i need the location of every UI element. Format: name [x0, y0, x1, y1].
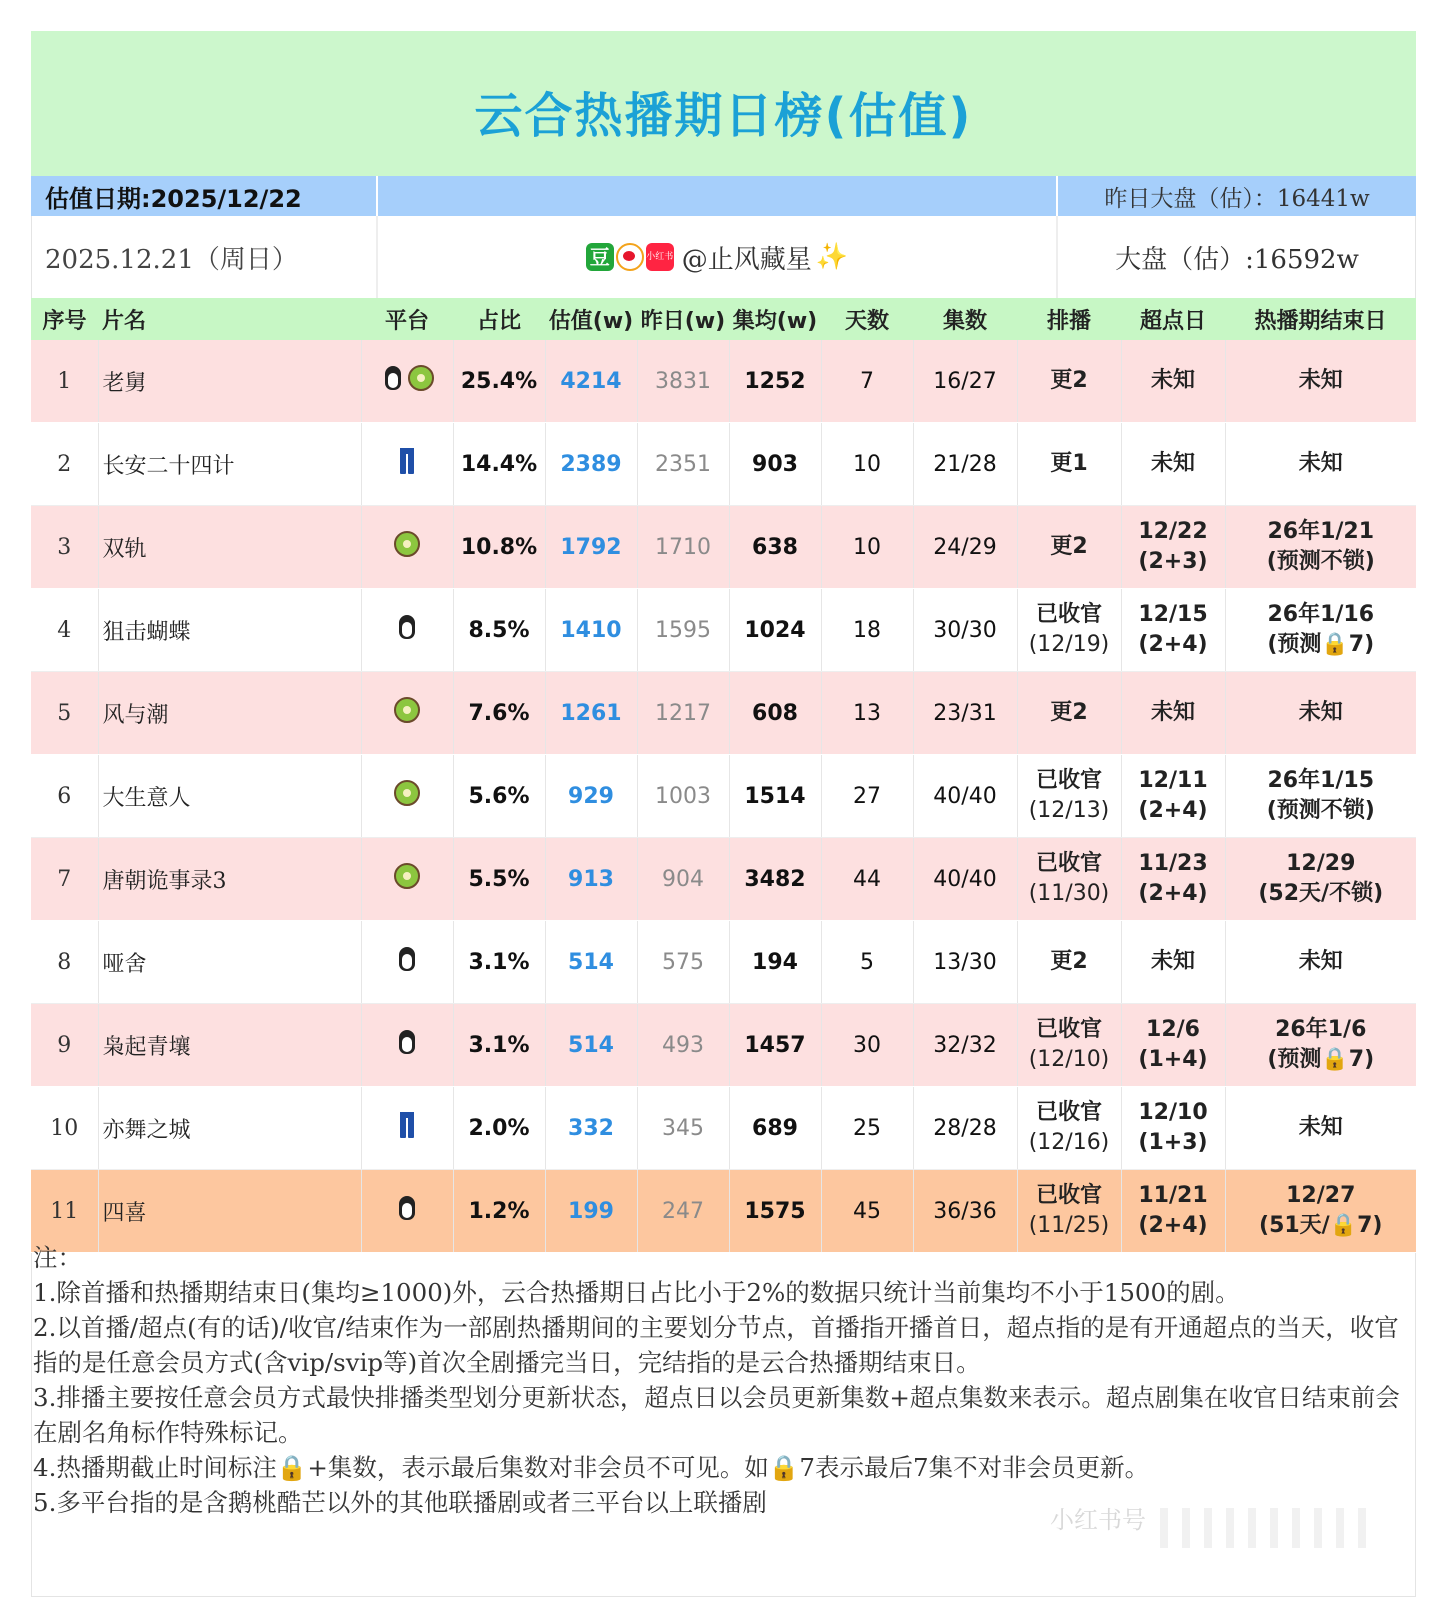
yesterday-cell: 1710: [637, 506, 729, 589]
average-cell: 608: [729, 672, 821, 755]
estimate-cell: 913: [545, 838, 637, 921]
peak-day-cell-line1: 未知: [1150, 949, 1195, 974]
column-header: 排播: [1017, 298, 1121, 340]
platform-cell: [361, 755, 453, 838]
end-date-cell-line2: (预测不锁): [1266, 798, 1375, 823]
title-cell: 老舅: [98, 340, 361, 423]
peak-day-cell-line1: 11/21: [1138, 1183, 1208, 1208]
table-row: [31, 1087, 1416, 1170]
peak-day-cell-line2: (2+4): [1138, 632, 1208, 657]
end-date-cell: [1225, 1087, 1416, 1170]
table-row: [31, 838, 1416, 921]
end-date-cell-line2: (预测🔒7): [1267, 1047, 1375, 1072]
peak-day-cell: [1121, 672, 1225, 755]
peak-day-cell-line1: 12/10: [1138, 1100, 1208, 1125]
platform-icons: [400, 448, 414, 474]
share-cell: 5.5%: [453, 838, 545, 921]
platform-cell: [361, 672, 453, 755]
yesterday-cell: 493: [637, 1004, 729, 1087]
peak-day-cell-line2: (2+4): [1138, 881, 1208, 906]
end-date-cell: [1225, 340, 1416, 423]
schedule-cell-line1: 已收官: [1035, 851, 1102, 876]
average-cell: 194: [729, 921, 821, 1004]
days-cell: 18: [821, 589, 913, 672]
share-cell: 3.1%: [453, 921, 545, 1004]
column-header: 序号: [31, 298, 98, 340]
kiwi-icon: [408, 365, 434, 391]
peak-day-cell-line2: (2+3): [1138, 549, 1208, 574]
page-title: 云合热播期日榜(估值): [474, 88, 973, 144]
peak-day-cell: [1121, 340, 1225, 423]
title-cell: 枭起青壤: [98, 1004, 361, 1087]
peak-day-cell: [1121, 921, 1225, 1004]
schedule-cell: [1017, 838, 1121, 921]
table-row: [31, 755, 1416, 838]
schedule-cell: [1017, 423, 1121, 506]
days-cell: 5: [821, 921, 913, 1004]
yesterday-cell: 904: [637, 838, 729, 921]
estimate-date: 估值日期:2025/12/22: [31, 176, 376, 216]
peak-day-cell-line1: 11/23: [1138, 851, 1208, 876]
peak-day-cell-line1: 未知: [1150, 368, 1195, 393]
end-date-cell: [1225, 589, 1416, 672]
schedule-cell: [1017, 921, 1121, 1004]
peak-day-cell: [1121, 589, 1225, 672]
title-cell: 长安二十四计: [98, 423, 361, 506]
average-cell: 1514: [729, 755, 821, 838]
yesterday-cell: 345: [637, 1087, 729, 1170]
note-item: 3.排播主要按任意会员方式最快排播类型划分更新状态，超点日以会员更新集数+超点集数来表示。超点剧集在收官日结束前会在剧名角标作特殊标记。: [33, 1383, 1400, 1447]
platform-icons: [394, 946, 420, 972]
platform-cell: [361, 340, 453, 423]
ranking-table: [31, 298, 1416, 1253]
schedule-cell: [1017, 506, 1121, 589]
share-cell: 1.2%: [453, 1170, 545, 1253]
rank-cell: 7: [31, 838, 98, 921]
schedule-cell-line1: 更2: [1050, 534, 1088, 559]
average-cell: 1457: [729, 1004, 821, 1087]
market-total: 大盘（估）:16592w: [1056, 216, 1416, 298]
estimate-cell: 1261: [545, 672, 637, 755]
yesterday-cell: 3831: [637, 340, 729, 423]
schedule-cell-line2: (11/25): [1028, 1213, 1110, 1238]
days-cell: 13: [821, 672, 913, 755]
end-date-cell: [1225, 423, 1416, 506]
schedule-cell-line1: 已收官: [1035, 602, 1102, 627]
title-cell: 亦舞之城: [98, 1087, 361, 1170]
share-cell: 10.8%: [453, 506, 545, 589]
schedule-cell: [1017, 340, 1121, 423]
kiwi-icon: [394, 531, 420, 557]
weibo-icon: [616, 243, 644, 271]
rank-cell: 4: [31, 589, 98, 672]
rank-cell: 5: [31, 672, 98, 755]
share-cell: 8.5%: [453, 589, 545, 672]
days-cell: 45: [821, 1170, 913, 1253]
end-date-cell-line1: 26年1/16: [1267, 602, 1375, 627]
episodes-cell: 40/40: [913, 838, 1017, 921]
info-row-date: [31, 216, 1416, 298]
rank-cell: 3: [31, 506, 98, 589]
share-cell: 2.0%: [453, 1087, 545, 1170]
rank-cell: 10: [31, 1087, 98, 1170]
table-row: [31, 340, 1416, 423]
end-date-cell-line2: (预测🔒7): [1267, 632, 1375, 657]
days-cell: 7: [821, 340, 913, 423]
schedule-cell-line2: (11/30): [1028, 881, 1110, 906]
schedule-cell-line2: (12/16): [1028, 1130, 1110, 1155]
rank-cell: 8: [31, 921, 98, 1004]
title-cell: 大生意人: [98, 755, 361, 838]
end-date-cell-line1: 未知: [1298, 949, 1343, 974]
platform-icons: [394, 863, 420, 889]
share-cell: 14.4%: [453, 423, 545, 506]
note-item: 2.以首播/超点(有的话)/收官/结束作为一部剧热播期间的主要划分节点，首播指开播首日，超点指的是有开通超点的当天，收官指的是任意会员方式(含vip/svip等)首次全剧播完当日，完结指的是云合热播期结束日。: [33, 1313, 1399, 1377]
estimate-cell: 1792: [545, 506, 637, 589]
end-date-cell-line2: (预测不锁): [1266, 549, 1375, 574]
schedule-cell-line2: (12/19): [1028, 632, 1110, 657]
info-row-estimate: [31, 176, 1416, 216]
table-row: [31, 1004, 1416, 1087]
schedule-cell-line1: 更1: [1050, 451, 1088, 476]
end-date-cell-line1: 12/27: [1286, 1183, 1356, 1208]
report-date: 2025.12.21（周日）: [45, 244, 298, 275]
kiwi-icon: [394, 780, 420, 806]
table-row: [31, 423, 1416, 506]
peak-day-cell-line1: 12/15: [1138, 602, 1208, 627]
notes-heading: 注：: [33, 1243, 82, 1272]
author-credit: [376, 216, 1056, 298]
average-cell: 903: [729, 423, 821, 506]
title-cell: 唐朝诡事录3: [98, 838, 361, 921]
end-date-cell: [1225, 1004, 1416, 1087]
platform-icons: [394, 780, 420, 806]
end-date-cell-line1: 12/29: [1286, 851, 1356, 876]
column-header: 平台: [361, 298, 453, 340]
episodes-cell: 28/28: [913, 1087, 1017, 1170]
peak-day-cell: [1121, 423, 1225, 506]
average-cell: 1252: [729, 340, 821, 423]
column-header: 占比: [453, 298, 545, 340]
estimate-cell: 4214: [545, 340, 637, 423]
jeans-icon: [400, 1112, 414, 1138]
title-cell: 风与潮: [98, 672, 361, 755]
platform-cell: [361, 506, 453, 589]
peak-day-cell-line1: 12/11: [1138, 768, 1208, 793]
column-header: 集均(w): [729, 298, 821, 340]
days-cell: 10: [821, 506, 913, 589]
platform-cell: [361, 921, 453, 1004]
estimate-cell: 514: [545, 1004, 637, 1087]
platform-cell: [361, 1004, 453, 1087]
title-cell: 狙击蝴蝶: [98, 589, 361, 672]
penguin-icon: [380, 365, 406, 391]
episodes-cell: 23/31: [913, 672, 1017, 755]
watermark-decoration: [1160, 1508, 1380, 1548]
title-cell: 双轨: [98, 506, 361, 589]
platform-cell: [361, 1087, 453, 1170]
schedule-cell-line2: (12/13): [1028, 798, 1110, 823]
average-cell: 638: [729, 506, 821, 589]
jeans-icon: [400, 448, 414, 474]
table-row: [31, 672, 1416, 755]
column-header: 集数: [913, 298, 1017, 340]
note-item: 1.除首播和热播期结束日(集均≥1000)外，云合热播期日占比小于2%的数据只统计当前集均不小于1500的剧。: [33, 1278, 1240, 1307]
end-date-cell-line1: 未知: [1298, 368, 1343, 393]
penguin-icon: [394, 1195, 420, 1221]
schedule-cell: [1017, 672, 1121, 755]
schedule-cell-line1: 已收官: [1035, 1100, 1102, 1125]
sparkle-icon: ✨: [815, 242, 849, 272]
platform-cell: [361, 589, 453, 672]
rank-cell: 11: [31, 1170, 98, 1253]
schedule-cell-line1: 更2: [1050, 949, 1088, 974]
end-date-cell-line1: 26年1/21: [1267, 519, 1375, 544]
days-cell: 25: [821, 1087, 913, 1170]
yesterday-cell: 247: [637, 1170, 729, 1253]
estimate-cell: 929: [545, 755, 637, 838]
end-date-cell-line1: 26年1/15: [1267, 768, 1375, 793]
end-date-cell: [1225, 506, 1416, 589]
schedule-cell: [1017, 589, 1121, 672]
end-date-cell-line1: 26年1/6: [1275, 1017, 1367, 1042]
share-cell: 5.6%: [453, 755, 545, 838]
end-date-cell: [1225, 838, 1416, 921]
schedule-cell: [1017, 755, 1121, 838]
table-header-row: [31, 298, 1416, 340]
peak-day-cell-line1: 12/6: [1146, 1017, 1200, 1042]
schedule-cell: [1017, 1004, 1121, 1087]
average-cell: 3482: [729, 838, 821, 921]
yesterday-cell: 1595: [637, 589, 729, 672]
column-header: 昨日(w): [637, 298, 729, 340]
end-date-cell-line1: 未知: [1298, 1115, 1343, 1140]
estimate-cell: 1410: [545, 589, 637, 672]
table-row: [31, 506, 1416, 589]
column-header: 超点日: [1121, 298, 1225, 340]
peak-day-cell: [1121, 506, 1225, 589]
estimate-cell: 332: [545, 1087, 637, 1170]
episodes-cell: 40/40: [913, 755, 1017, 838]
average-cell: 1575: [729, 1170, 821, 1253]
schedule-cell-line1: 更2: [1050, 700, 1088, 725]
column-header: 片名: [98, 298, 361, 340]
episodes-cell: 13/30: [913, 921, 1017, 1004]
platform-icons: [394, 614, 420, 640]
peak-day-cell: [1121, 755, 1225, 838]
column-header: 估值(w): [545, 298, 637, 340]
table-row: [31, 589, 1416, 672]
end-date-cell: [1225, 755, 1416, 838]
episodes-cell: 32/32: [913, 1004, 1017, 1087]
peak-day-cell: [1121, 1004, 1225, 1087]
platform-icons: [394, 1029, 420, 1055]
peak-day-cell-line1: 未知: [1150, 451, 1195, 476]
platform-icons: [394, 697, 420, 723]
author-name: @止风藏星: [681, 244, 812, 275]
rank-cell: 2: [31, 423, 98, 506]
rank-cell: 6: [31, 755, 98, 838]
estimate-cell: 199: [545, 1170, 637, 1253]
end-date-cell-line2: (51天/🔒7): [1259, 1213, 1383, 1238]
episodes-cell: 36/36: [913, 1170, 1017, 1253]
peak-day-cell-line1: 未知: [1150, 700, 1195, 725]
platform-icons: [400, 1112, 414, 1138]
notes-section: [33, 1240, 1403, 1520]
peak-day-cell-line2: (1+4): [1138, 1047, 1208, 1072]
share-cell: 25.4%: [453, 340, 545, 423]
peak-day-cell-line2: (2+4): [1138, 798, 1208, 823]
days-cell: 10: [821, 423, 913, 506]
peak-day-cell: [1121, 838, 1225, 921]
estimate-cell: 2389: [545, 423, 637, 506]
schedule-cell-line1: 已收官: [1035, 768, 1102, 793]
yesterday-cell: 1217: [637, 672, 729, 755]
end-date-cell: [1225, 921, 1416, 1004]
peak-day-cell-line2: (2+4): [1138, 1213, 1208, 1238]
platform-icons: [380, 365, 434, 391]
estimate-cell: 514: [545, 921, 637, 1004]
end-date-cell-line2: (52天/不锁): [1258, 881, 1384, 906]
share-cell: 7.6%: [453, 672, 545, 755]
schedule-cell-line2: (12/10): [1028, 1047, 1110, 1072]
kiwi-icon: [394, 697, 420, 723]
days-cell: 44: [821, 838, 913, 921]
social-icons: [586, 243, 674, 271]
platform-icons: [394, 1195, 420, 1221]
yesterday-cell: 2351: [637, 423, 729, 506]
column-header: 热播期结束日: [1225, 298, 1416, 340]
end-date-cell-line1: 未知: [1298, 700, 1343, 725]
table-row: [31, 921, 1416, 1004]
douban-icon: 豆: [586, 243, 614, 271]
note-item: 4.热播期截止时间标注🔒+集数，表示最后集数对非会员不可见。如🔒7表示最后7集不对非会员更新。: [33, 1453, 1150, 1482]
peak-day-cell: [1121, 1087, 1225, 1170]
title-band: [31, 31, 1416, 176]
rank-cell: 9: [31, 1004, 98, 1087]
peak-day-cell-line1: 12/22: [1138, 519, 1208, 544]
average-cell: 689: [729, 1087, 821, 1170]
schedule-cell-line1: 已收官: [1035, 1183, 1102, 1208]
watermark: 小红书号: [1050, 1506, 1146, 1534]
schedule-cell-line1: 已收官: [1035, 1017, 1102, 1042]
peak-day-cell-line2: (1+3): [1138, 1130, 1208, 1155]
title-cell: 四喜: [98, 1170, 361, 1253]
xiaohongshu-icon: 小红书: [646, 243, 674, 271]
kiwi-icon: [394, 863, 420, 889]
yesterday-market: 昨日大盘（估）：16441w: [1056, 176, 1416, 216]
platform-cell: [361, 423, 453, 506]
rank-cell: 1: [31, 340, 98, 423]
end-date-cell: [1225, 672, 1416, 755]
episodes-cell: 16/27: [913, 340, 1017, 423]
days-cell: 27: [821, 755, 913, 838]
episodes-cell: 24/29: [913, 506, 1017, 589]
platform-cell: [361, 838, 453, 921]
penguin-icon: [394, 1029, 420, 1055]
title-cell: 哑舍: [98, 921, 361, 1004]
schedule-cell-line1: 更2: [1050, 368, 1088, 393]
platform-icons: [394, 531, 420, 557]
end-date-cell-line1: 未知: [1298, 451, 1343, 476]
column-header: 天数: [821, 298, 913, 340]
penguin-icon: [394, 614, 420, 640]
episodes-cell: 21/28: [913, 423, 1017, 506]
penguin-icon: [394, 946, 420, 972]
note-item: 5.多平台指的是含鹅桃酷芒以外的其他联播剧或者三平台以上联播剧: [33, 1488, 767, 1517]
schedule-cell: [1017, 1087, 1121, 1170]
yesterday-cell: 1003: [637, 755, 729, 838]
episodes-cell: 30/30: [913, 589, 1017, 672]
average-cell: 1024: [729, 589, 821, 672]
share-cell: 3.1%: [453, 1004, 545, 1087]
days-cell: 30: [821, 1004, 913, 1087]
yesterday-cell: 575: [637, 921, 729, 1004]
info-spacer: [376, 176, 1056, 216]
